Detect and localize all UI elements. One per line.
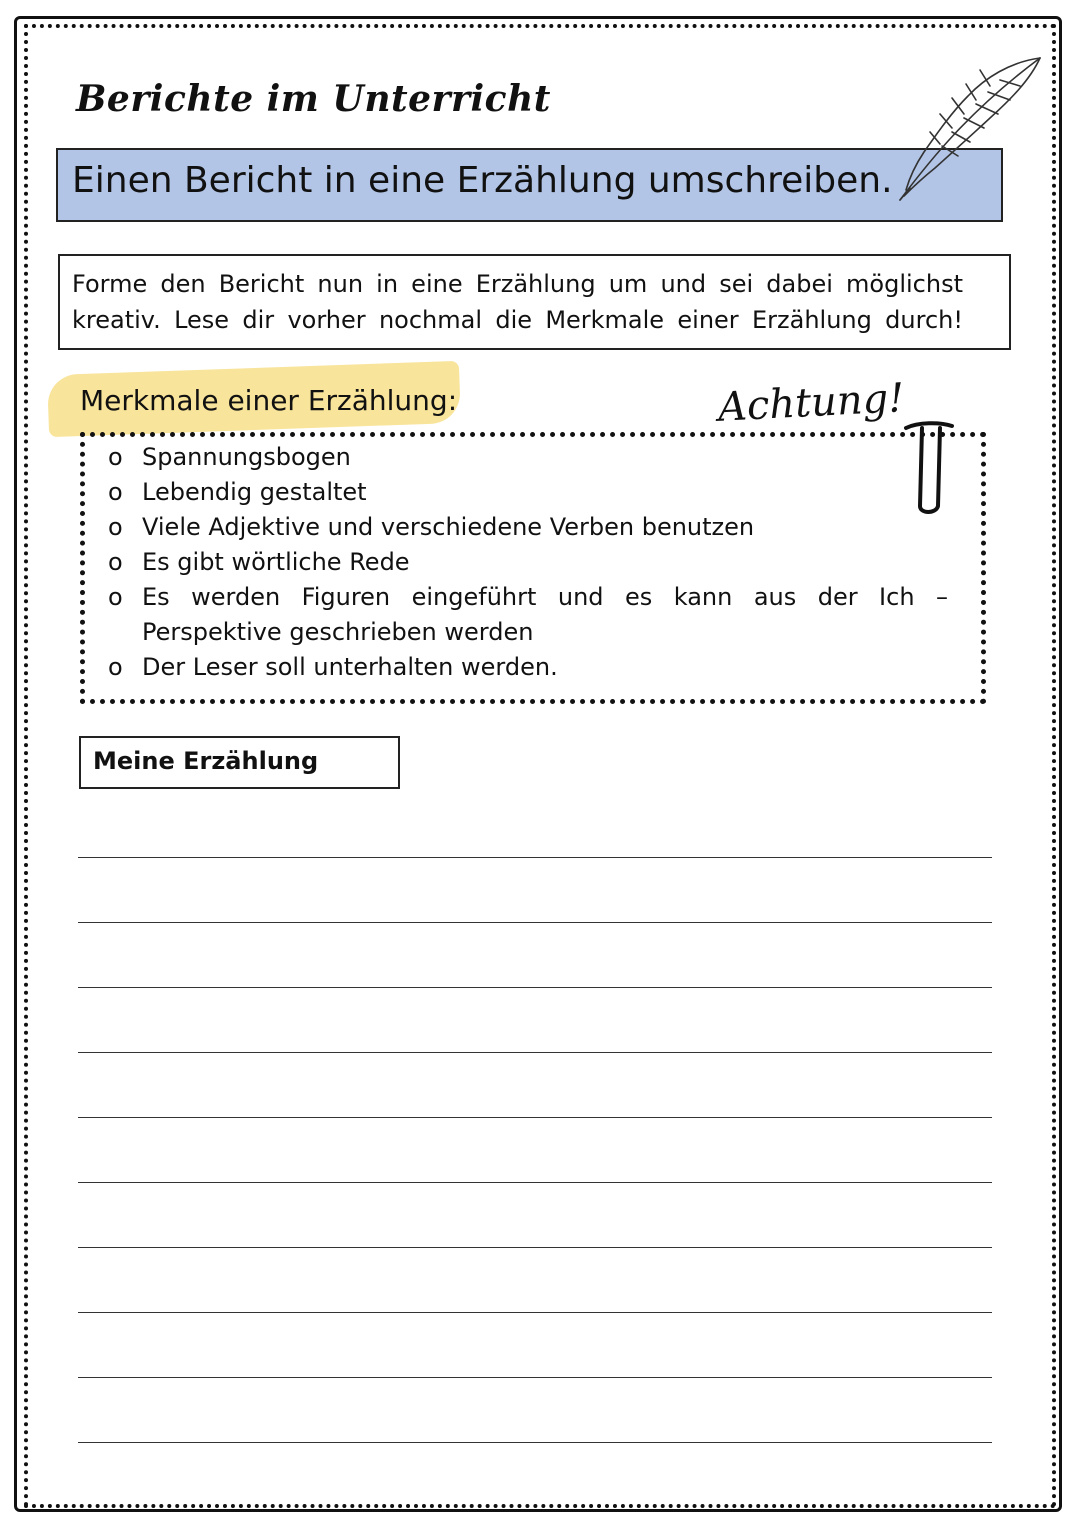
feature-text: Es gibt wörtliche Rede — [142, 548, 410, 576]
list-item — [108, 580, 948, 650]
instruction-box — [58, 254, 1011, 350]
page-title: Berichte im Unterricht — [76, 78, 551, 120]
list-bullet: o — [108, 443, 123, 471]
task-banner — [56, 148, 1003, 222]
features-list — [108, 440, 948, 685]
list-item — [108, 440, 948, 475]
list-item — [108, 545, 948, 580]
feature-text: Der Leser soll unterhalten werden. — [142, 653, 558, 681]
writing-line[interactable] — [78, 1182, 992, 1183]
writing-line[interactable] — [78, 857, 992, 858]
list-item — [108, 510, 948, 545]
writing-line[interactable] — [78, 1117, 992, 1118]
writing-line[interactable] — [78, 1052, 992, 1053]
writing-line[interactable] — [78, 1247, 992, 1248]
list-item — [108, 650, 948, 685]
list-bullet: o — [108, 548, 123, 576]
writing-line[interactable] — [78, 987, 992, 988]
list-item — [108, 475, 948, 510]
task-heading: Einen Bericht in eine Erzählung umschreiben. — [72, 160, 893, 201]
list-bullet: o — [108, 478, 123, 506]
list-bullet: o — [108, 513, 123, 541]
instruction-line-2: kreativ. Lese dir vorher nochmal die Merkmale einer Erzählung durch! — [72, 306, 963, 334]
writing-line[interactable] — [78, 1442, 992, 1443]
writing-line[interactable] — [78, 1312, 992, 1313]
instruction-line-1: Forme den Bericht nun in eine Erzählung um und sei dabei möglichst — [72, 270, 963, 298]
list-bullet: o — [108, 583, 123, 611]
feature-text: Lebendig gestaltet — [142, 478, 367, 506]
story-label: Meine Erzählung — [93, 747, 319, 775]
list-bullet: o — [108, 653, 123, 681]
feature-text: Es werden Figuren eingeführt und es kann aus der Ich – Perspektive geschrieben werden — [142, 583, 948, 646]
achtung-label: Achtung! — [716, 375, 906, 431]
feather-quill-icon — [880, 40, 1060, 210]
writing-line[interactable] — [78, 922, 992, 923]
feature-text: Spannungsbogen — [142, 443, 351, 471]
feature-text: Viele Adjektive und verschiedene Verben benutzen — [142, 513, 755, 541]
writing-line[interactable] — [78, 1377, 992, 1378]
features-heading: Merkmale einer Erzählung: — [80, 384, 458, 417]
story-label-box — [79, 736, 400, 789]
